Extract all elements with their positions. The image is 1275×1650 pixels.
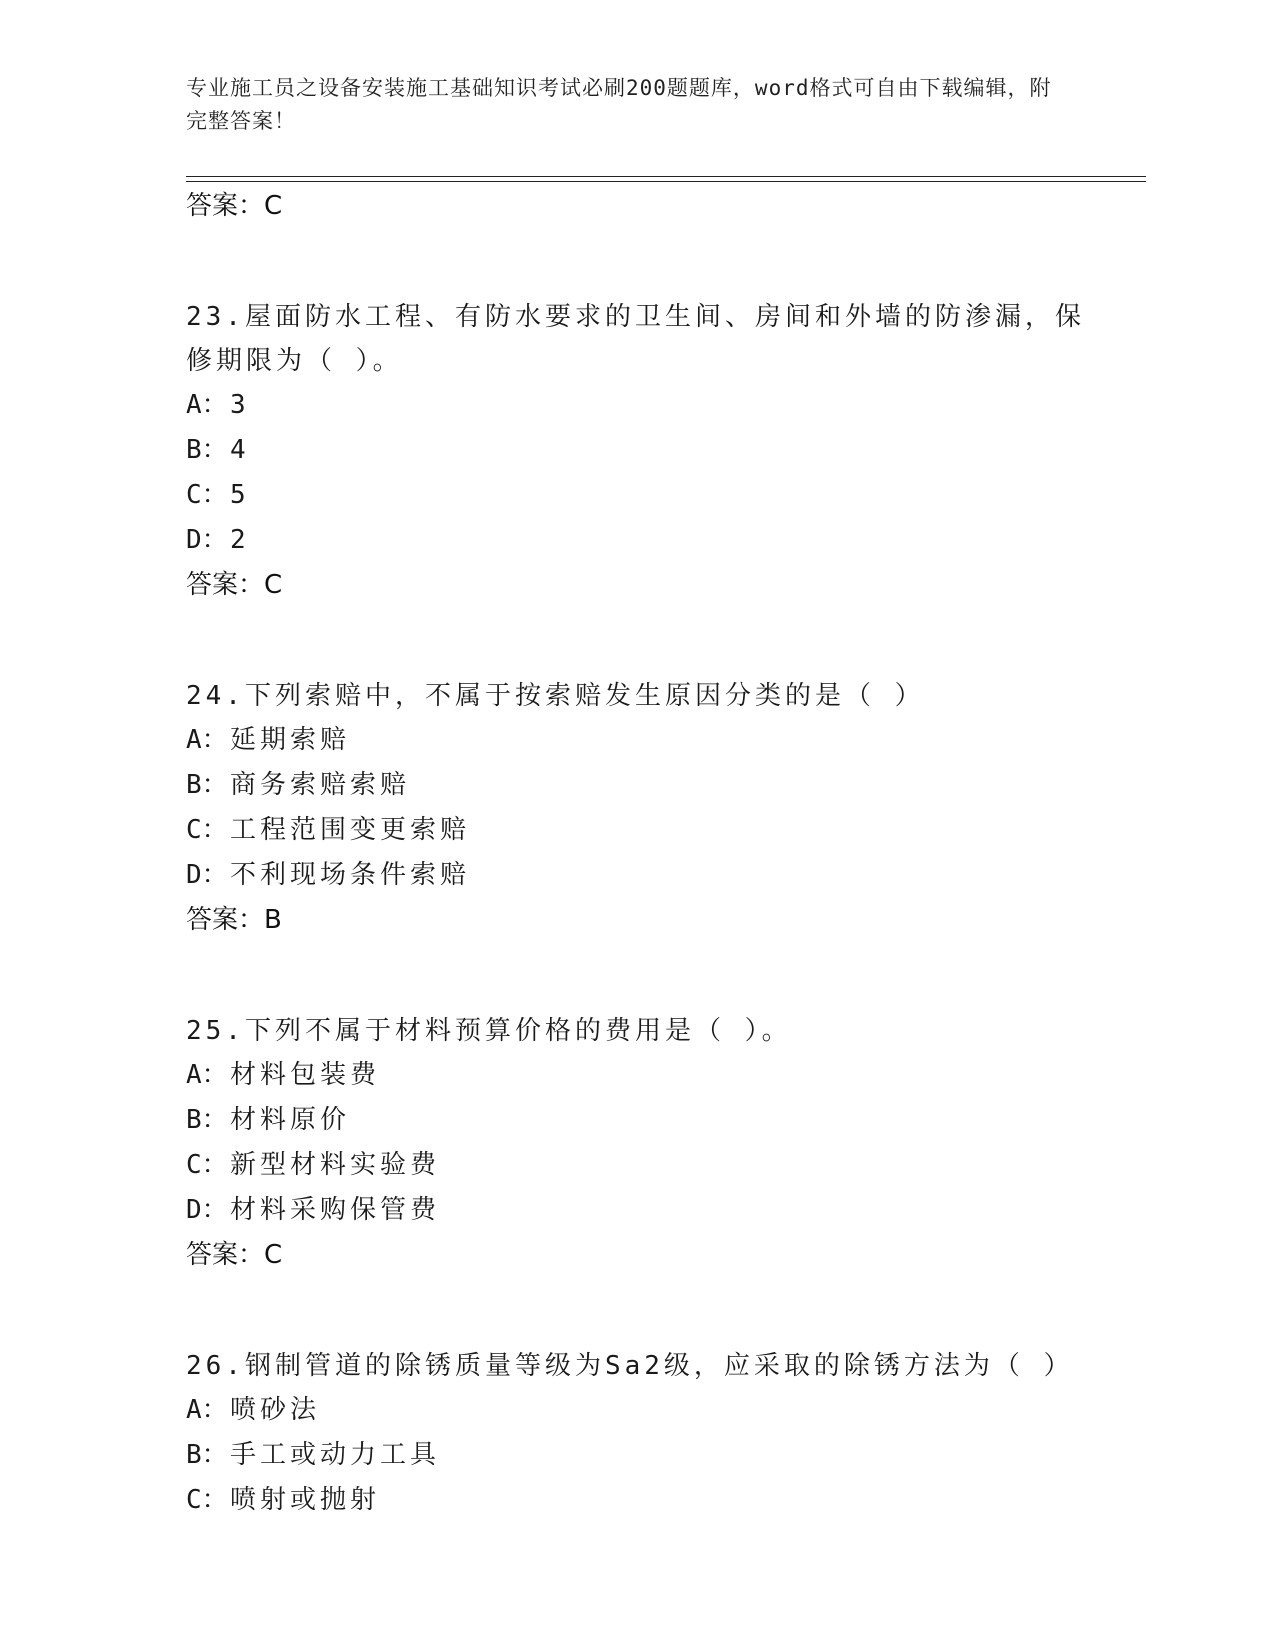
question-list [186, 184, 1086, 1523]
answer-line: 答案：B [186, 905, 282, 935]
answer-prefix: 答案： [186, 191, 265, 221]
header-divider-top [186, 176, 1146, 177]
option-a [186, 1053, 1086, 1098]
option-b [186, 763, 1086, 808]
option-key: C： [186, 1150, 228, 1180]
question-stem: 26.钢制管道的除锈质量等级为Sa2级，应采取的除锈方法为（ ） [186, 1351, 1074, 1381]
option-key: D： [186, 1195, 228, 1225]
option-key: A： [186, 725, 228, 755]
option-text: 4 [230, 435, 250, 465]
option-text: 喷砂法 [230, 1395, 321, 1425]
option-a [186, 383, 1086, 428]
question-stem: 23.屋面防水工程、有防水要求的卫生间、房间和外墙的防渗漏，保修期限为（ ）。 [186, 302, 1085, 376]
option-b [186, 428, 1086, 473]
option-text: 5 [230, 480, 250, 510]
option-key: A： [186, 1060, 228, 1090]
option-c [186, 1478, 1086, 1523]
carryover-answer [186, 184, 1086, 229]
answer-line: 答案：C [186, 1240, 283, 1270]
option-a [186, 1388, 1086, 1433]
document-header [186, 72, 1066, 138]
option-key: D： [186, 525, 228, 555]
option-text: 延期索赔 [230, 725, 351, 755]
option-key: A： [186, 390, 228, 420]
option-key: B： [186, 435, 228, 465]
answer-line: 答案：C [186, 570, 283, 600]
option-d [186, 1188, 1086, 1233]
option-a [186, 718, 1086, 763]
option-text: 手工或动力工具 [230, 1440, 441, 1470]
option-text: 商务索赔索赔 [230, 770, 411, 800]
option-c [186, 808, 1086, 853]
question-24 [186, 674, 1086, 943]
question-stem: 25.下列不属于材料预算价格的费用是（ ）。 [186, 1016, 792, 1046]
option-text: 新型材料实验费 [230, 1150, 441, 1180]
option-key: B： [186, 770, 228, 800]
option-b [186, 1098, 1086, 1143]
answer-value: C [264, 191, 283, 221]
option-d [186, 518, 1086, 563]
option-key: C： [186, 480, 228, 510]
option-text: 喷射或抛射 [230, 1485, 381, 1515]
option-key: D： [186, 860, 228, 890]
option-d [186, 853, 1086, 898]
document-title: 专业施工员之设备安装施工基础知识考试必刷200题题库，word格式可自由下载编辑，附完整答案！ [186, 76, 1052, 133]
option-c [186, 1143, 1086, 1188]
question-26 [186, 1344, 1086, 1523]
option-key: C： [186, 1485, 228, 1515]
question-stem: 24.下列索赔中，不属于按索赔发生原因分类的是（ ） [186, 681, 925, 711]
option-c [186, 473, 1086, 518]
option-key: B： [186, 1440, 228, 1470]
header-divider-bottom [186, 181, 1146, 182]
option-text: 不利现场条件索赔 [230, 860, 471, 890]
option-key: A： [186, 1395, 228, 1425]
option-text: 材料采购保管费 [230, 1195, 441, 1225]
option-text: 3 [230, 390, 250, 420]
question-25 [186, 1009, 1086, 1278]
option-text: 工程范围变更索赔 [230, 815, 471, 845]
option-key: B： [186, 1105, 228, 1135]
option-text: 材料原价 [230, 1105, 351, 1135]
option-b [186, 1433, 1086, 1478]
option-key: C： [186, 815, 228, 845]
option-text: 材料包装费 [230, 1060, 381, 1090]
option-text: 2 [230, 525, 250, 555]
question-23 [186, 295, 1086, 608]
